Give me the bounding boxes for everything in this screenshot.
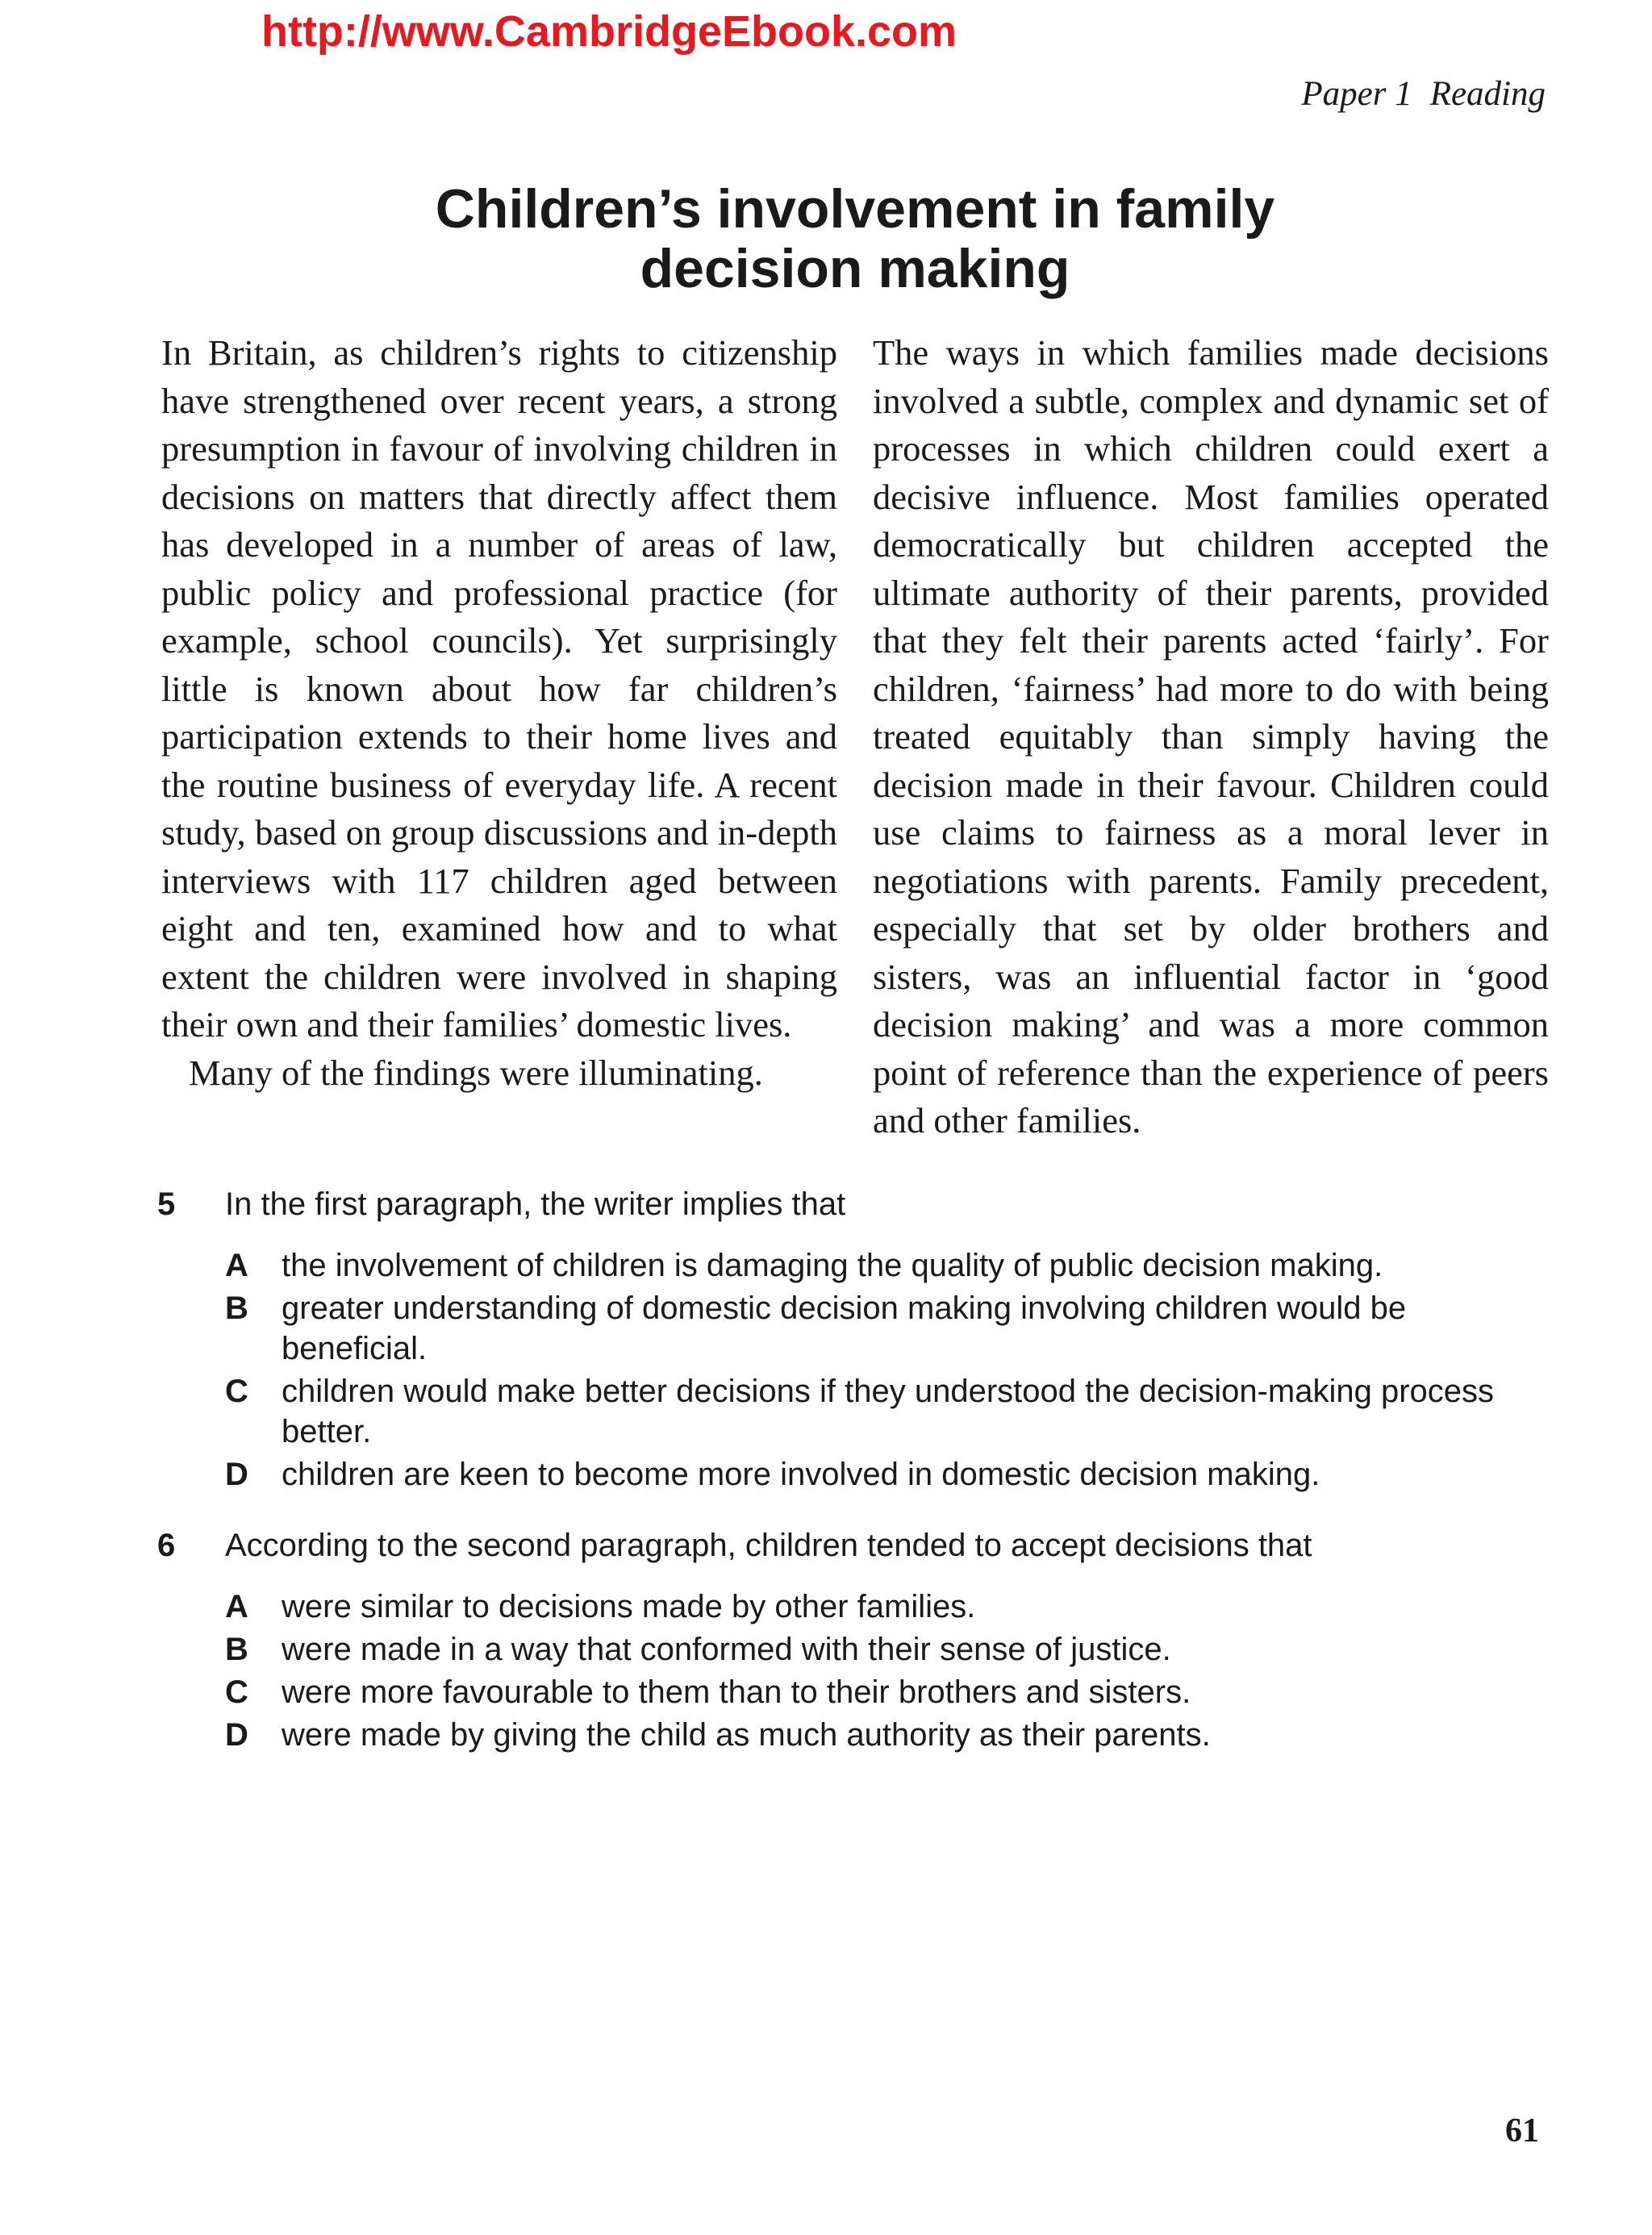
article-column-right — [873, 329, 1549, 1145]
question-stem: In the first paragraph, the writer implies that — [225, 1186, 846, 1222]
option-letter: D — [225, 1457, 248, 1492]
option-text: were made in a way that conformed with their sense of justice. — [282, 1632, 1171, 1667]
page-number: 61 — [1505, 2112, 1539, 2150]
option-letter: C — [225, 1374, 248, 1409]
article-paragraph-1: In Britain, as children’s rights to citizenship have strengthened over recent years, a strong presumption in favour of involving children in decisions on matters that directly affect them has developed in a number of areas of law, public policy and professional practice (for example, school councils). Yet surprisingly little is known about how far children’s participation extends to their home lives and the routine business of everyday life. A recent study, based on group discussions and in-depth interviews with 117 children aged between eight and ten, examined how and to what extent the children were involved in shaping their own and their families’ domestic lives. — [161, 332, 837, 1045]
article-title — [161, 179, 1549, 298]
option-5a[interactable] — [225, 1245, 1529, 1286]
question-6 — [157, 1525, 1529, 1755]
running-head — [1301, 74, 1546, 114]
option-5d[interactable] — [225, 1454, 1529, 1495]
article-column-left — [161, 329, 837, 1145]
option-5c[interactable] — [225, 1371, 1529, 1452]
option-text: greater understanding of domestic decision making involving children would be beneficial. — [282, 1291, 1407, 1366]
option-text: were more favourable to them than to their brothers and sisters. — [282, 1674, 1191, 1710]
option-letter: B — [225, 1632, 248, 1667]
option-5b[interactable] — [225, 1288, 1529, 1369]
article-title-line1: Children’s involvement in family — [435, 178, 1275, 240]
option-text: children are keen to become more involved in domestic decision making. — [282, 1457, 1320, 1492]
option-letter: B — [225, 1291, 248, 1326]
option-6c[interactable] — [225, 1672, 1529, 1712]
option-letter: A — [225, 1589, 248, 1624]
question-number: 5 — [157, 1186, 176, 1222]
option-letter: A — [225, 1248, 248, 1283]
question-number: 6 — [157, 1528, 176, 1563]
option-6b[interactable] — [225, 1629, 1529, 1670]
article-paragraph-2-start: Many of the findings were illuminating. — [189, 1052, 763, 1093]
question-5 — [157, 1184, 1529, 1495]
question-list — [157, 1184, 1529, 1786]
option-6d[interactable] — [225, 1715, 1529, 1755]
option-letter: D — [225, 1717, 248, 1753]
option-letter: C — [225, 1674, 248, 1710]
article-body — [161, 329, 1549, 1145]
running-head-paper: Paper 1 — [1301, 75, 1412, 113]
article-title-line2: decision making — [640, 238, 1070, 299]
running-head-section: Reading — [1429, 75, 1546, 113]
option-text: were made by giving the child as much authority as their parents. — [282, 1717, 1211, 1753]
watermark-url: http://www.CambridgeEbook.com — [261, 7, 957, 56]
option-text: were similar to decisions made by other families. — [282, 1589, 976, 1624]
article-paragraph-2-continued: The ways in which families made decisions involved a subtle, complex and dynamic set of processes in which children could exert a decisive influence. Most families operated democratically but children accepted the ultimate authority of their parents, provided that they felt their parents acted ‘fairly’. For children, ‘fairness’ had more to do with being treated equitably than simply having the decision made in their favour. Children could use claims to fairness as a moral lever in negotiations with parents. Family precedent, especially that set by older brothers and sisters, was an influential factor in ‘good decision making’ and was a more common point of reference than the experience of peers and other families. — [873, 332, 1549, 1140]
question-stem: According to the second paragraph, children tended to accept decisions that — [225, 1528, 1312, 1563]
option-6a[interactable] — [225, 1587, 1529, 1627]
option-text: the involvement of children is damaging the quality of public decision making. — [282, 1248, 1383, 1283]
option-text: children would make better decisions if they understood the decision-making process better. — [282, 1374, 1495, 1449]
